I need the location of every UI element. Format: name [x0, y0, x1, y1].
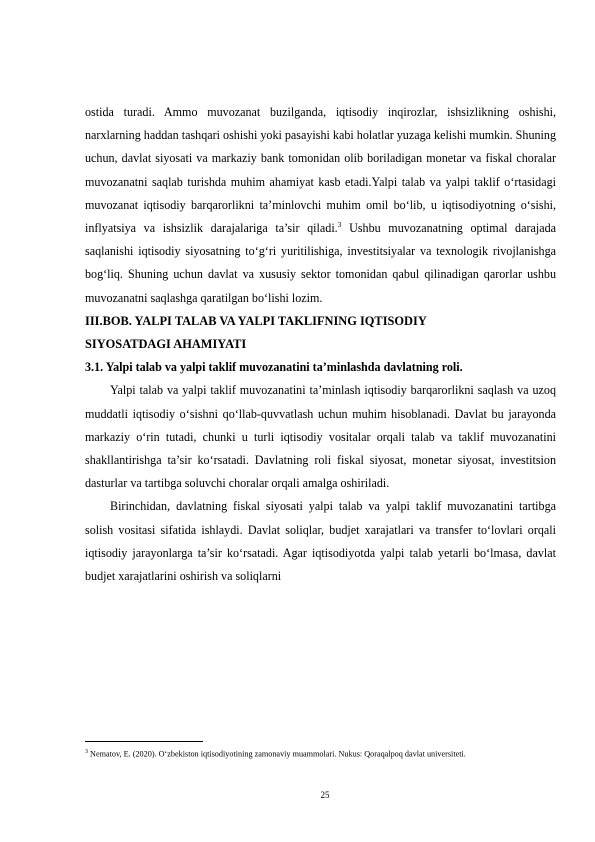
paragraph-3: Birinchidan, davlatning fiskal siyosati yalpi talab va yalpi taklif muvozanatini tartibga solish vositasi sifatida ishlaydi. Davlat soliqlar, budjet xarajatlari va transfer to‘lovlari orqali iqtisodiy jarayonlarga ta’sir ko‘rsatadi. Agar iqtisodiyotda yalpi talab yetarli bo‘lmasa, davlat budjet xarajatlarini oshirish va soliqlarni — [85, 499, 556, 584]
document-body — [85, 101, 556, 588]
footnote-divider — [85, 741, 203, 742]
paragraph-1 — [85, 101, 556, 310]
footnote-reference[interactable]: 3 — [337, 219, 342, 229]
chapter-heading-line-1: III.BOB. YALPI TALAB VA YALPI TAKLIFNING IQTISODIY — [85, 313, 427, 328]
paragraph-1-text-b: Ushbu muvozanatning optimal darajada saqlanishi iqtisodiy siyosatning to‘g‘ri yuritilishiga, investitsiyalar va texnologik rivojlanishga bog‘liq. Shuning uchun davlat va xususiy sektor tomonidan qabul qilinadigan qarorlar ushbu muvozanatni saqlashga qaratilgan bo‘lishi lozim. — [85, 221, 556, 305]
page-number: 25 — [320, 790, 330, 800]
chapter-heading-line-2: SIYOSATDAGI AHAMIYATI — [85, 337, 247, 352]
footnote-text: Nematov, E. (2020). O‘zbekiston iqtisodiyotining zamonaviy muammolari. Nukus: Qoraqalpoq davlat universiteti. — [88, 749, 466, 759]
paragraph-1-text-a: ostida turadi. Ammo muvozanat buzilganda, iqtisodiy inqirozlar, ishsizlikning oshishi, narxlarning haddan tashqari oshishi yoki pasayishi kabi holatlar yuzaga kelishi mumkin. Shuning uchun, davlat siyosati va markaziy bank tomonidan olib boriladigan monetar va fiskal choralar muvozanatni saqlab turishda muhim ahamiyat kasb etadi.Yalpi talab va yalpi taklif o‘rtasidagi muvozanat iqtisodiy barqarorlikni ta’minlovchi muhim omil bo‘lib, u iqtisodiyotning o‘sishi, inflyatsiya va ishsizlik darajalariga ta’sir qiladi. — [85, 105, 556, 236]
footnote-number: 3 — [85, 749, 88, 755]
paragraph-2: Yalpi talab va yalpi taklif muvozanatini ta’minlash iqtisodiy barqarorlikni saqlash va uzoq muddatli iqtisodiy o‘sishni qo‘llab-quvvatlash uchun muhim hisoblanadi. Davlat bu jarayonda markaziy o‘rin tutadi, chunki u turli iqtisodiy vositalar orqali talab va taklif muvozanatini shakllantirishga ta’sir ko‘rsatadi. Davlatning roli fiskal siyosat, monetar siyosat, investitsion dasturlar va tartibga soluvchi choralar orqali amalga oshiriladi. — [85, 383, 556, 491]
section-heading: 3.1. Yalpi talab va yalpi taklif muvozanatini ta’minlashda davlatning roli. — [85, 360, 463, 375]
footnote — [85, 746, 565, 761]
